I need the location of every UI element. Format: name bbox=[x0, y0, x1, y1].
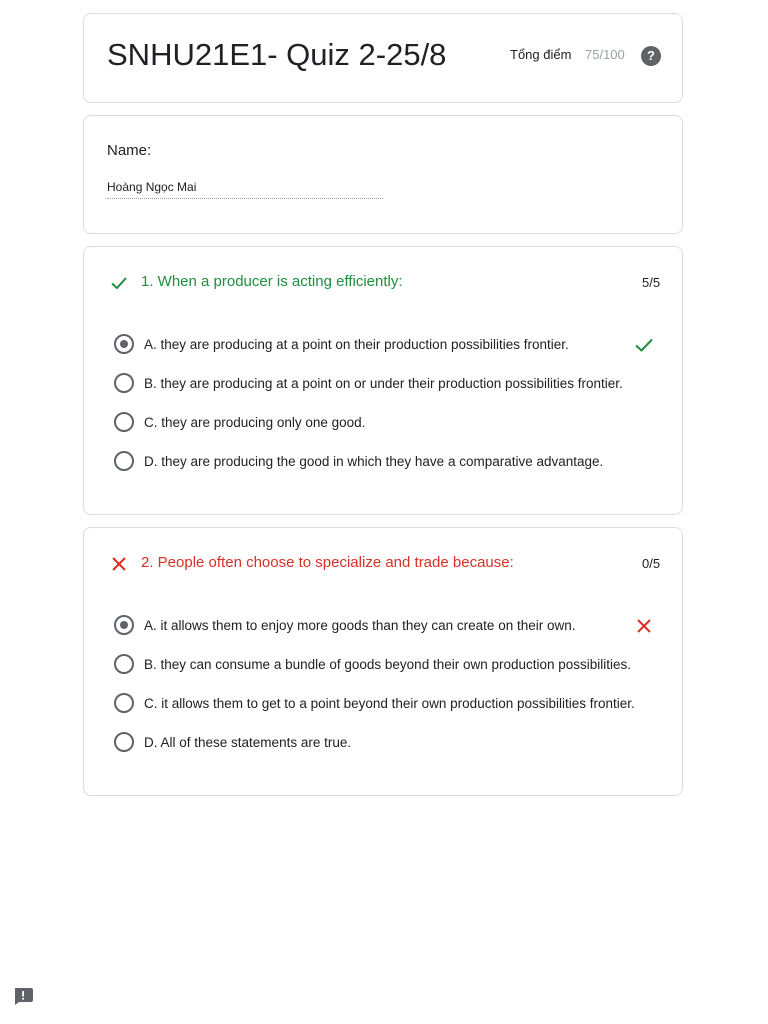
report-problem-icon[interactable] bbox=[12, 986, 34, 1006]
option-label: B. they are producing at a point on or under their production possibilities frontier. bbox=[144, 376, 623, 391]
option-label: B. they can consume a bundle of goods beyond their own production possibilities. bbox=[144, 657, 632, 672]
check-icon bbox=[634, 335, 654, 355]
cross-icon bbox=[634, 616, 654, 636]
help-icon[interactable]: ? bbox=[641, 46, 661, 66]
option-label: D. All of these statements are true. bbox=[144, 735, 352, 750]
question-points: 0/5 bbox=[642, 556, 661, 571]
option-label: D. they are producing the good in which they have a comparative advantage. bbox=[144, 454, 604, 469]
radio-button-selected bbox=[114, 615, 134, 635]
option-d bbox=[114, 732, 674, 754]
option-d bbox=[114, 451, 674, 473]
option-label: C. it allows them to get to a point beyond their own production possibilities frontier. bbox=[144, 696, 635, 711]
total-score-label: Tổng điểm bbox=[510, 47, 572, 62]
option-a bbox=[114, 334, 674, 356]
radio-button bbox=[114, 412, 134, 432]
option-b bbox=[114, 654, 674, 676]
incorrect-cross-icon bbox=[110, 555, 128, 573]
question-title: 2. People often choose to specialize and trade because: bbox=[141, 554, 514, 571]
question-title: 1. When a producer is acting efficiently: bbox=[141, 273, 403, 290]
option-c bbox=[114, 412, 674, 434]
radio-button bbox=[114, 693, 134, 713]
form-title: SNHU21E1- Quiz 2-25/8 bbox=[107, 37, 447, 72]
question-card-2 bbox=[83, 527, 683, 796]
option-a bbox=[114, 615, 674, 637]
radio-button bbox=[114, 654, 134, 674]
radio-button bbox=[114, 373, 134, 393]
question-card-1 bbox=[83, 246, 683, 515]
form-header-card bbox=[83, 13, 683, 103]
option-b bbox=[114, 373, 674, 395]
name-answer-field: Hoàng Ngọc Mai bbox=[107, 179, 383, 199]
total-score-value: 75/100 bbox=[585, 47, 625, 62]
name-question-card bbox=[83, 115, 683, 234]
radio-button bbox=[114, 732, 134, 752]
option-label: C. they are producing only one good. bbox=[144, 415, 366, 430]
question-points: 5/5 bbox=[642, 275, 661, 290]
radio-button-selected bbox=[114, 334, 134, 354]
name-question-label: Name: bbox=[107, 142, 152, 159]
radio-button bbox=[114, 451, 134, 471]
option-c bbox=[114, 693, 674, 715]
correct-check-icon bbox=[110, 274, 128, 292]
option-label: A. it allows them to enjoy more goods than they can create on their own. bbox=[144, 618, 576, 633]
option-label: A. they are producing at a point on their production possibilities frontier. bbox=[144, 337, 569, 352]
